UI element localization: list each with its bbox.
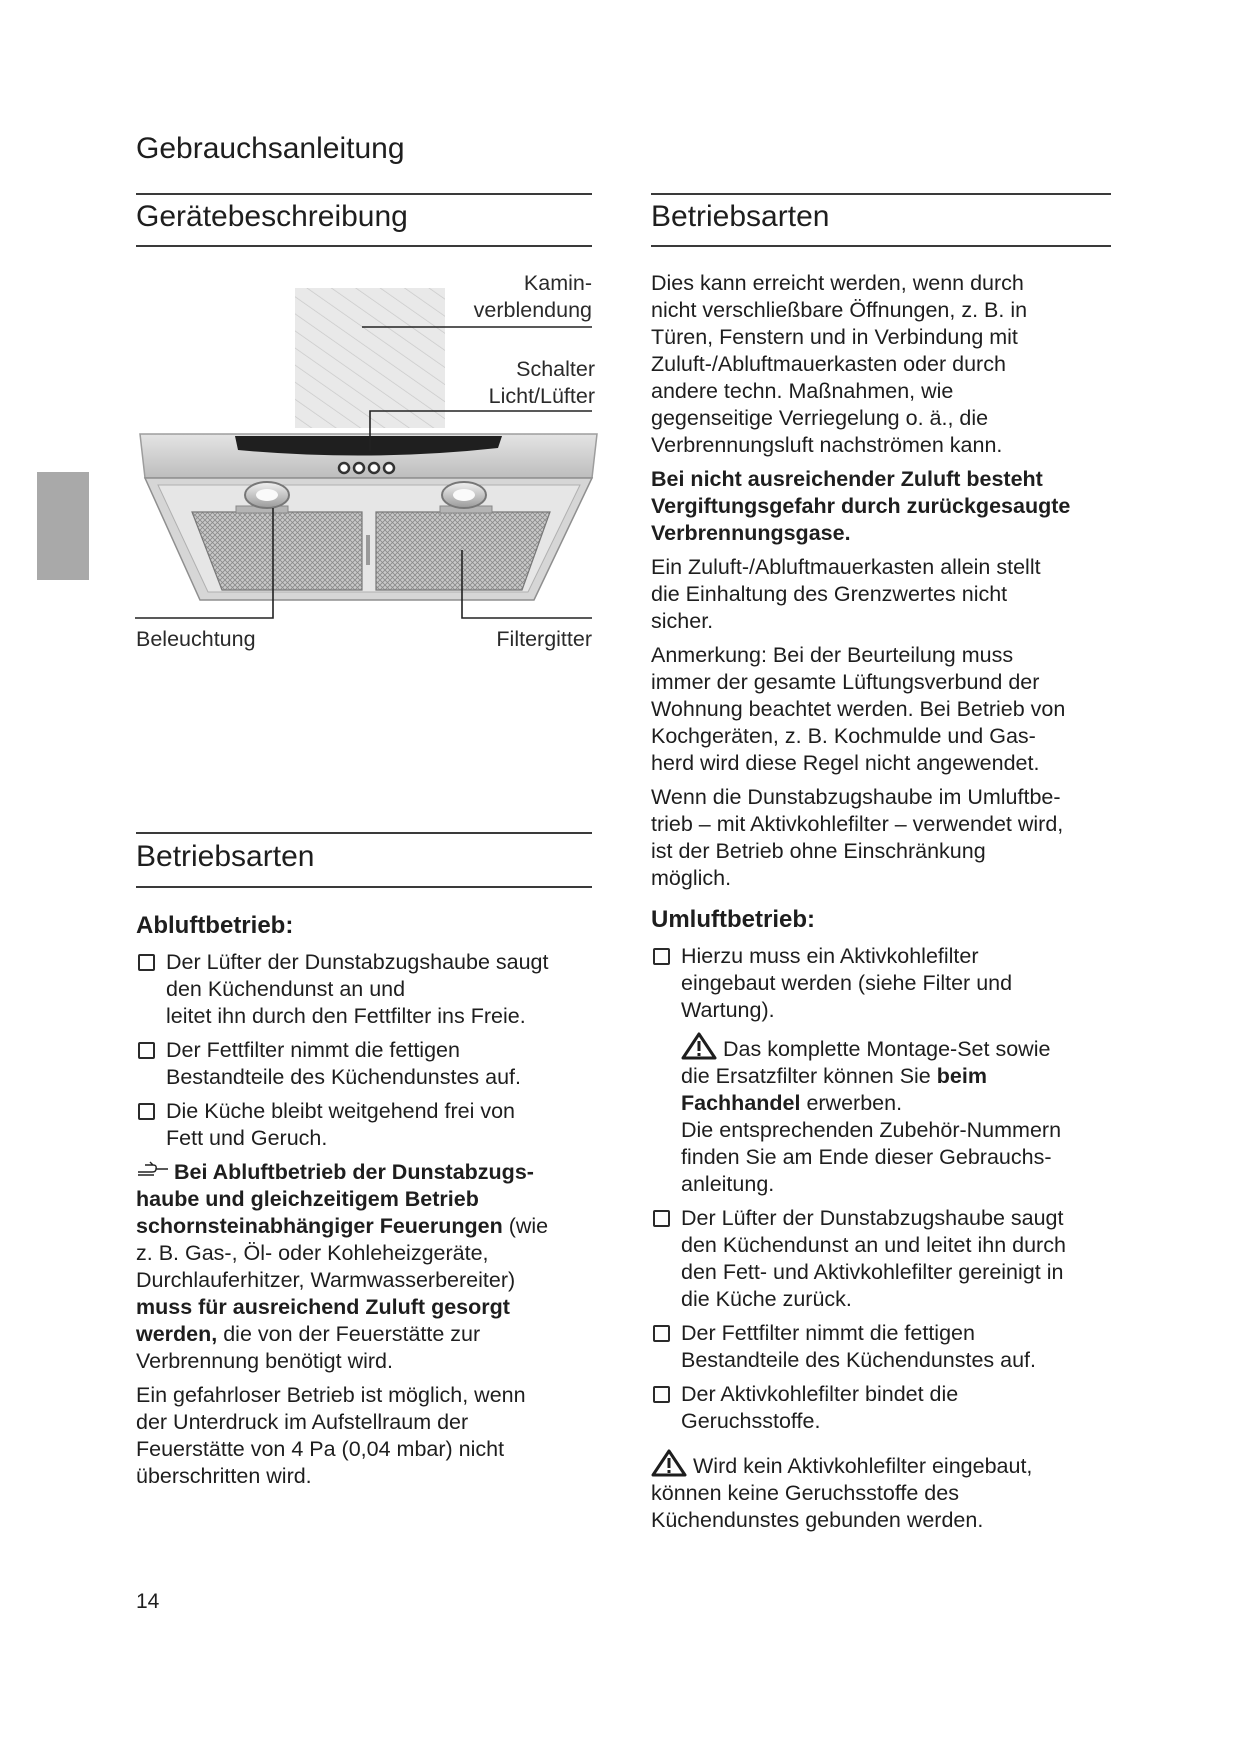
list-item: Der Fettfilter nimmt die fettigen Bestandteile des Küchendunstes auf. — [136, 1037, 606, 1091]
paragraph: Dies kann erreicht werden, wenn durch nicht verschließbare Öffnungen, z. B. in Türen, Fenstern und in Verbindung mit Zuluft-/Abluftmauerkasten oder durch andere techn. Maßnahmen, wie gegenseitige Verriegelung o. ä., die Verbrennungsluft nachströmen kann. — [651, 271, 1028, 457]
rule — [136, 193, 592, 195]
checkbox-bullet-icon — [653, 1325, 670, 1342]
control-button-icon — [384, 463, 394, 473]
abluft-note: Bei Abluftbetrieb der Dunstabzugs- haube und gleichzeitigem Betrieb schornsteinabhängiger Feuerungen (wie z. B. Gas-, Öl- oder Kohleheizgeräte, Durchlauferhitzer, Warmwasserbereiter) muss für ausreichend Zuluft gesorgt werden, die von der Feuerstätte zur Verbrennung benötigt wird. — [136, 1160, 549, 1373]
paragraph: Wenn die Dunstabzugshaube im Umluftbe- trieb – mit Aktivkohlefilter – verwendet wird, ist der Betrieb ohne Einschränkung möglich. — [651, 785, 1064, 890]
control-button-icon — [339, 463, 349, 473]
rule — [136, 832, 592, 834]
umluft-heading: Umluftbetrieb: — [651, 906, 815, 933]
label-schalter: Schalter Licht/Lüfter — [488, 357, 595, 408]
label-kaminverblendung: Kamin- verblendung — [473, 271, 592, 322]
label-beleuchtung: Beleuchtung — [136, 627, 256, 651]
section-title-geraetebeschreibung: Gerätebeschreibung — [136, 200, 408, 233]
section-tab-marker — [37, 472, 89, 580]
filter-grid-right — [376, 512, 550, 590]
rule — [651, 193, 1111, 195]
rule — [136, 245, 592, 247]
checkbox-bullet-icon — [138, 1103, 155, 1120]
list-item: Der Fettfilter nimmt die fettigen Bestandteile des Küchendunstes auf. — [651, 1320, 1121, 1374]
warning-note-montage: Das komplette Montage-Set sowie die Ersatzfilter können Sie beim Fachhandel erwerben. Die entsprechenden Zubehör-Nummern finden Sie am Ende dieser Gebrauchs- anleitung. — [651, 1032, 1121, 1198]
abluft-heading: Abluftbetrieb: — [136, 912, 294, 939]
checkbox-bullet-icon — [138, 1042, 155, 1059]
checkbox-bullet-icon — [653, 1210, 670, 1227]
paragraph: Ein Zuluft-/Abluftmauerkasten allein stellt die Einhaltung des Grenzwertes nicht sicher. — [651, 555, 1041, 633]
pointing-hand-icon — [136, 1161, 170, 1177]
list-item: Der Aktivkohlefilter bindet die Geruchsstoffe. — [651, 1381, 1121, 1435]
right-column-text — [651, 270, 1121, 1541]
checkbox-bullet-icon — [653, 948, 670, 965]
checkbox-bullet-icon — [653, 1386, 670, 1403]
rule — [136, 886, 592, 888]
filter-grid-left — [192, 512, 362, 590]
warning-triangle-icon — [651, 1449, 687, 1477]
abluft-paragraph: Ein gefahrloser Betrieb ist möglich, wenn der Unterdruck im Aufstellraum der Feuerstätte von 4 Pa (0,04 mbar) nicht überschritten wird. — [136, 1383, 526, 1488]
page-number: 14 — [136, 1590, 160, 1613]
list-item: Der Lüfter der Dunstabzugshaube saugt den Küchendunst an und leitet ihn durch den Fettfilter ins Freie. — [136, 949, 606, 1030]
section-title-betriebsarten-right: Betriebsarten — [651, 200, 830, 233]
paragraph: Anmerkung: Bei der Beurteilung muss immer der gesamte Lüftungsverbund der Wohnung beachtet werden. Bei Betrieb von Kochgeräten, z. B. Kochmulde und Gas- herd wird diese Regel nicht angewendet. — [651, 643, 1066, 775]
abluft-section — [136, 912, 606, 1497]
warning-note-aktivkohle: Wird kein Aktivkohlefilter eingebaut, können keine Geruchsstoffe des Küchendunstes gebunden werden. — [651, 1449, 1121, 1534]
list-item: Die Küche bleibt weitgehend frei von Fett und Geruch. — [136, 1098, 606, 1152]
warning-triangle-icon — [681, 1032, 717, 1060]
warning-paragraph: Bei nicht ausreichender Zuluft besteht Vergiftungsgefahr durch zurückgesaugte Verbrennungsgase. — [651, 467, 1071, 545]
document-title: Gebrauchsanleitung — [136, 132, 405, 165]
control-button-icon — [369, 463, 379, 473]
label-filtergitter: Filtergitter — [496, 627, 592, 651]
checkbox-bullet-icon — [138, 954, 155, 971]
section-title-betriebsarten: Betriebsarten — [136, 840, 315, 873]
control-button-icon — [354, 463, 364, 473]
rule — [651, 245, 1111, 247]
list-item: Der Lüfter der Dunstabzugshaube saugt den Küchendunst an und leitet ihn durch den Fett- und Aktivkohlefilter gereinigt in die Küche zurück. — [651, 1205, 1121, 1313]
list-item: Hierzu muss ein Aktivkohlefilter eingebaut werden (siehe Filter und Wartung). — [651, 943, 1121, 1024]
